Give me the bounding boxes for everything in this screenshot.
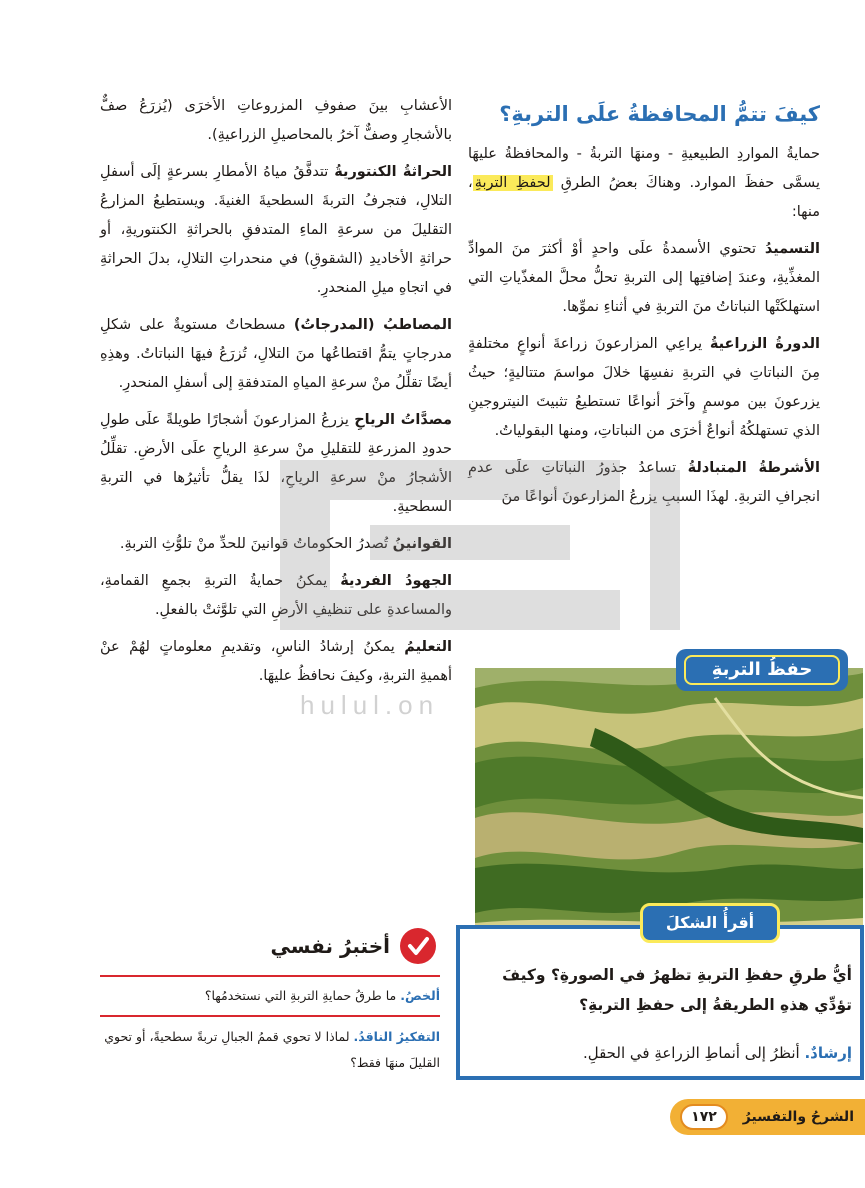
- text-strip-cropping: تساعدُ جذورُ النباتاتِ علَى عدمِ انجرافِ التربةِ. لهذَا السببِ يزرعُ المزارعونَ أنواعًا منَ: [468, 460, 820, 505]
- right-column: [468, 96, 820, 512]
- paragraph-laws: [100, 530, 452, 559]
- left-column: [100, 92, 452, 691]
- self-test-title: أختبرُ نفسي: [270, 934, 390, 958]
- figure-label-frame: [684, 655, 840, 685]
- read-figure-tab: أقرأُ الشكلَ: [640, 903, 780, 943]
- hint-text: أنظرُ إلى أنماطِ الزراعةِ في الحقلِ.: [582, 1044, 805, 1062]
- paragraph-strip-cropping: [468, 454, 820, 512]
- watermark-text: hulul.on: [300, 690, 440, 720]
- term-laws: القوانينُ: [392, 536, 452, 552]
- q2-text: لماذا لا تحوي قممُ الجبالِ تربةً سطحيةً، أو تحوي القليلَ منهَا فقط؟: [104, 1029, 440, 1070]
- term-terraces: المصاطبُ (المدرجاتُ): [293, 317, 452, 333]
- intro-text: حمايةُ المواردِ الطبيعيةِ - ومنهَا التربةُ - والمحافظةُ عليهَا يسمَّى حفظَ الموارد. وهناكَ بعضُ الطرقِ: [468, 146, 820, 191]
- paragraph-continued: [100, 92, 452, 150]
- text-windbreaks: يزرعُ المزارعونَ أشجارًا طويلةً علَى طولِ حدودِ المزرعةِ للتقليلِ منْ سرعةِ الرياحِ علَى الأرضِ. تقلِّلُ الأشجارُ منْ سرعةِ الرياحِ، لذَا يقلُّ تأثيرُها في التربةِ السطحيةِ.: [100, 412, 452, 515]
- q1-text: ما طرقُ حمايةِ التربةِ التي نستخدمُها؟: [204, 988, 401, 1003]
- paragraph-fertilizing: [468, 235, 820, 322]
- paragraph-education: [100, 633, 452, 691]
- text-education: يمكنُ إرشادُ الناسِ، وتقديمِ معلوماتٍ لهُمْ عنْ أهميةِ التربةِ، وكيفَ نحافظُ عليهَا.: [100, 639, 452, 684]
- section-title: كيفَ تتمُّ المحافظةُ علَى التربةِ؟: [499, 102, 820, 126]
- text-individual-efforts: يمكنُ حمايةُ التربةِ بجمعِ القمامةِ، والمساعدةِ على تنظيفِ الأرضِ التي تلوَّثتْ بالفعلِ.: [100, 573, 452, 618]
- term-windbreaks: مصدَّاتُ الرياحِ: [354, 412, 452, 428]
- footer-label: الشرحُ والتفسيرُ: [742, 1109, 854, 1125]
- text-continued: الأعشابِ بينَ صفوفِ المزروعاتِ الأخرَى (يُزرَعُ صفٌّ بالأشجارِ وصفٌّ آخرُ بالمحاصيلِ الزراعيةِ).: [100, 98, 452, 143]
- term-strip-cropping: الأشرطةُ المتبادلةُ: [687, 460, 820, 476]
- term-individual-efforts: الجهودُ الفرديةُ: [340, 573, 452, 589]
- divider-line: [100, 975, 440, 977]
- text-terraces: مسطحاتٌ مستويةٌ على شكلِ مدرجاتٍ يتمُّ اقتطاعُها منَ التلالِ، تُزرَعُ فيهَا النباتاتُ. وهذِهِ أيضًا تقلِّلُ منْ سرعةِ المياهِ المتدفقةِ إلى أسفلِ المنحدرِ.: [100, 317, 452, 391]
- text-crop-rotation: يراعِي المزارعونَ زراعةَ أنواعٍ مختلفةٍ مِنَ النباتاتِ في التربةِ نفسِهَا خلالَ مواسمَ متتاليةٍ؛ حيثُ يزرعونَ بين موسمٍ وآخرَ أنواعًا تستطيعُ تثبيتَ النيتروجينِ الذي تستهلكُهُ أنواعٌ أخرَى من النباتاتِ، ومنها البقولياتُ.: [468, 336, 820, 439]
- term-contour-plowing: الحراثةُ الكنتوريةُ: [334, 164, 452, 180]
- read-figure-question: أيُّ طرقِ حفظِ التربةِ تظهرُ في الصورةِ؟ وكيفَ تؤدِّي هذهِ الطريقةُ إلى حفظِ التربةِ؟: [502, 966, 852, 1014]
- self-test-question-1: [100, 983, 440, 1009]
- paragraph-individual-efforts: [100, 567, 452, 625]
- q2-term: التفكيرُ الناقدُ.: [353, 1029, 440, 1044]
- text-contour-plowing: تتدفَّقُ مياهُ الأمطارِ بسرعةٍ إلَى أسفلِ التلالِ، فتجرفُ التربةَ السطحيةَ الغنيةَ. ويستطيعُ المزارعُ التقليلَ من سرعةِ الماءِ المتدفقِ بالحراثةِ الكنتوريةِ، أو حراثةِ الأخاديدِ (الشقوقِ) في منحدراتِ التلالِ، بدلَ الحراثةِ في اتجاهِ ميلِ المنحدرِ.: [100, 164, 452, 296]
- term-crop-rotation: الدورةُ الزراعيةُ: [709, 336, 820, 352]
- highlighted-term: لحفظِ التربةِ: [474, 175, 551, 191]
- paragraph-contour-plowing: [100, 158, 452, 303]
- paragraph-terraces: [100, 311, 452, 398]
- self-test-question-2: [100, 1024, 440, 1076]
- term-education: التعليمُ: [404, 639, 452, 655]
- divider-line: [100, 1015, 440, 1017]
- figure-label: حفظُ التربةِ: [676, 649, 848, 691]
- intro-end: ، منها:: [468, 175, 820, 220]
- paragraph-windbreaks: [100, 406, 452, 522]
- text-laws: تُصدرُ الحكوماتُ قوانينَ للحدِّ منْ تلوُّثِ التربةِ.: [119, 536, 393, 552]
- page-number: ١٧٢: [680, 1104, 728, 1130]
- q1-term: ألخصُ.: [400, 988, 440, 1003]
- top-margin: [0, 0, 865, 70]
- paragraph-crop-rotation: [468, 330, 820, 446]
- read-figure-hint: [470, 1039, 852, 1067]
- check-mark-icon: [400, 928, 436, 964]
- hint-term: إرشادٌ.: [804, 1044, 852, 1062]
- intro-paragraph: [468, 140, 820, 227]
- text-fertilizing: تحتوي الأسمدةُ علَى واحدٍ أوْ أكثرَ منَ الموادِّ المغذِّيةِ، وعندَ إضافتِها إلى التربةِ تحلُّ محلَّ المغذّياتِ التي استهلكَتْها النباتاتُ منَ التربةِ في أثناءِ نموِّها.: [468, 241, 820, 315]
- term-fertilizing: التسميدُ: [764, 241, 820, 257]
